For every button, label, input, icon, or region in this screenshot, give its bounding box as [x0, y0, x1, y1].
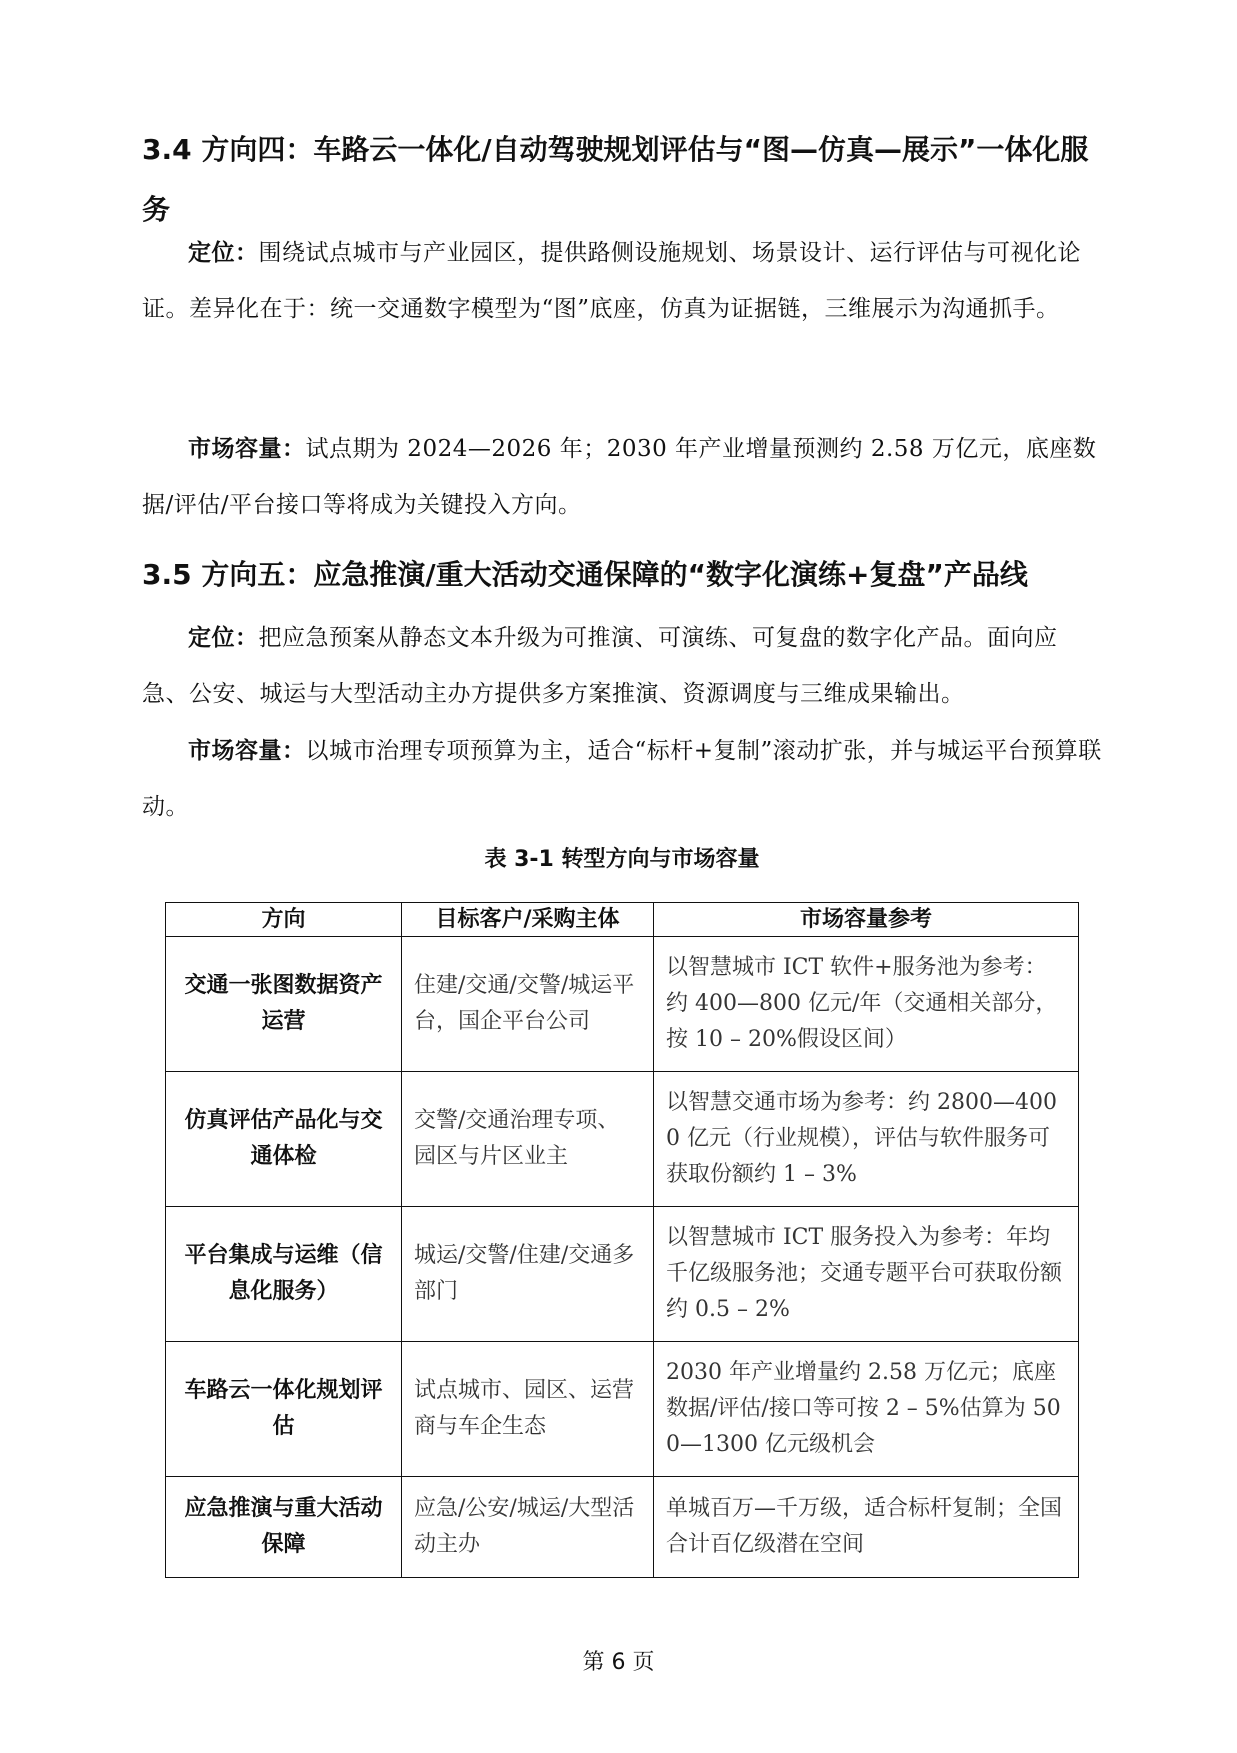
market-label: 市场容量： [188, 738, 306, 764]
direction-cell: 应急推演与重大活动保障 [166, 1477, 402, 1578]
customers-cell: 住建/交通/交警/城运平台，国企平台公司 [402, 937, 654, 1072]
section-3-5-positioning [142, 610, 1102, 722]
market-cell: 以智慧交通市场为参考：约 2800—4000 亿元（行业规模），评估与软件服务可获取份额约 1 – 3% [654, 1072, 1079, 1207]
market-text: 以城市治理专项预算为主，适合“标杆+复制”滚动扩张，并与城运平台预算联动。 [142, 738, 1102, 820]
section-3-5-market [142, 723, 1102, 835]
column-header-customers: 目标客户/采购主体 [402, 903, 654, 937]
section-heading-3-5: 3.5 方向五：应急推演/重大活动交通保障的“数字化演练+复盘”产品线 [142, 558, 1028, 591]
market-cell: 以智慧城市 ICT 服务投入为参考：年均千亿级服务池；交通专题平台可获取份额约 0.5 – 2% [654, 1207, 1079, 1342]
table-row [166, 937, 1079, 1072]
direction-cell: 平台集成与运维（信息化服务） [166, 1207, 402, 1342]
market-cell: 单城百万—千万级，适合标杆复制；全国合计百亿级潜在空间 [654, 1477, 1079, 1578]
direction-cell: 仿真评估产品化与交通体检 [166, 1072, 402, 1207]
customers-cell: 应急/公安/城运/大型活动主办 [402, 1477, 654, 1578]
market-label: 市场容量： [188, 436, 306, 462]
positioning-text: 把应急预案从静态文本升级为可推演、可演练、可复盘的数字化产品。面向应急、公安、城运与大型活动主办方提供多方案推演、资源调度与三维成果输出。 [142, 625, 1058, 707]
page-number: 第 6 页 [582, 1650, 655, 1675]
positioning-label: 定位： [188, 625, 259, 651]
section-heading-3-4: 3.4 方向四：车路云一体化/自动驾驶规划评估与“图—仿真—展示”一体化服务 [142, 133, 1089, 226]
table-row [166, 1477, 1079, 1578]
column-header-direction: 方向 [166, 903, 402, 937]
table-caption: 表 3-1 转型方向与市场容量 [484, 847, 760, 872]
market-cell: 2030 年产业增量约 2.58 万亿元；底座数据/评估/接口等可按 2 – 5%估算为 500—1300 亿元级机会 [654, 1342, 1079, 1477]
market-text: 试点期为 2024—2026 年；2030 年产业增量预测约 2.58 万亿元，底座数据/评估/平台接口等将成为关键投入方向。 [142, 436, 1097, 518]
section-3-4-positioning [142, 225, 1102, 337]
direction-cell: 交通一张图数据资产运营 [166, 937, 402, 1072]
market-capacity-table [165, 902, 1079, 1578]
direction-cell: 车路云一体化规划评估 [166, 1342, 402, 1477]
table-row [166, 1342, 1079, 1477]
market-cell: 以智慧城市 ICT 软件+服务池为参考：约 400—800 亿元/年（交通相关部分，按 10 – 20%假设区间） [654, 937, 1079, 1072]
customers-cell: 城运/交警/住建/交通多部门 [402, 1207, 654, 1342]
table-header-row [166, 903, 1079, 937]
positioning-label: 定位： [188, 240, 259, 266]
table-row [166, 1072, 1079, 1207]
customers-cell: 试点城市、园区、运营商与车企生态 [402, 1342, 654, 1477]
positioning-text: 围绕试点城市与产业园区，提供路侧设施规划、场景设计、运行评估与可视化论证。差异化在于：统一交通数字模型为“图”底座，仿真为证据链，三维展示为沟通抓手。 [142, 240, 1081, 322]
column-header-market: 市场容量参考 [654, 903, 1079, 937]
table-row [166, 1207, 1079, 1342]
customers-cell: 交警/交通治理专项、园区与片区业主 [402, 1072, 654, 1207]
section-3-4-market [142, 421, 1102, 533]
